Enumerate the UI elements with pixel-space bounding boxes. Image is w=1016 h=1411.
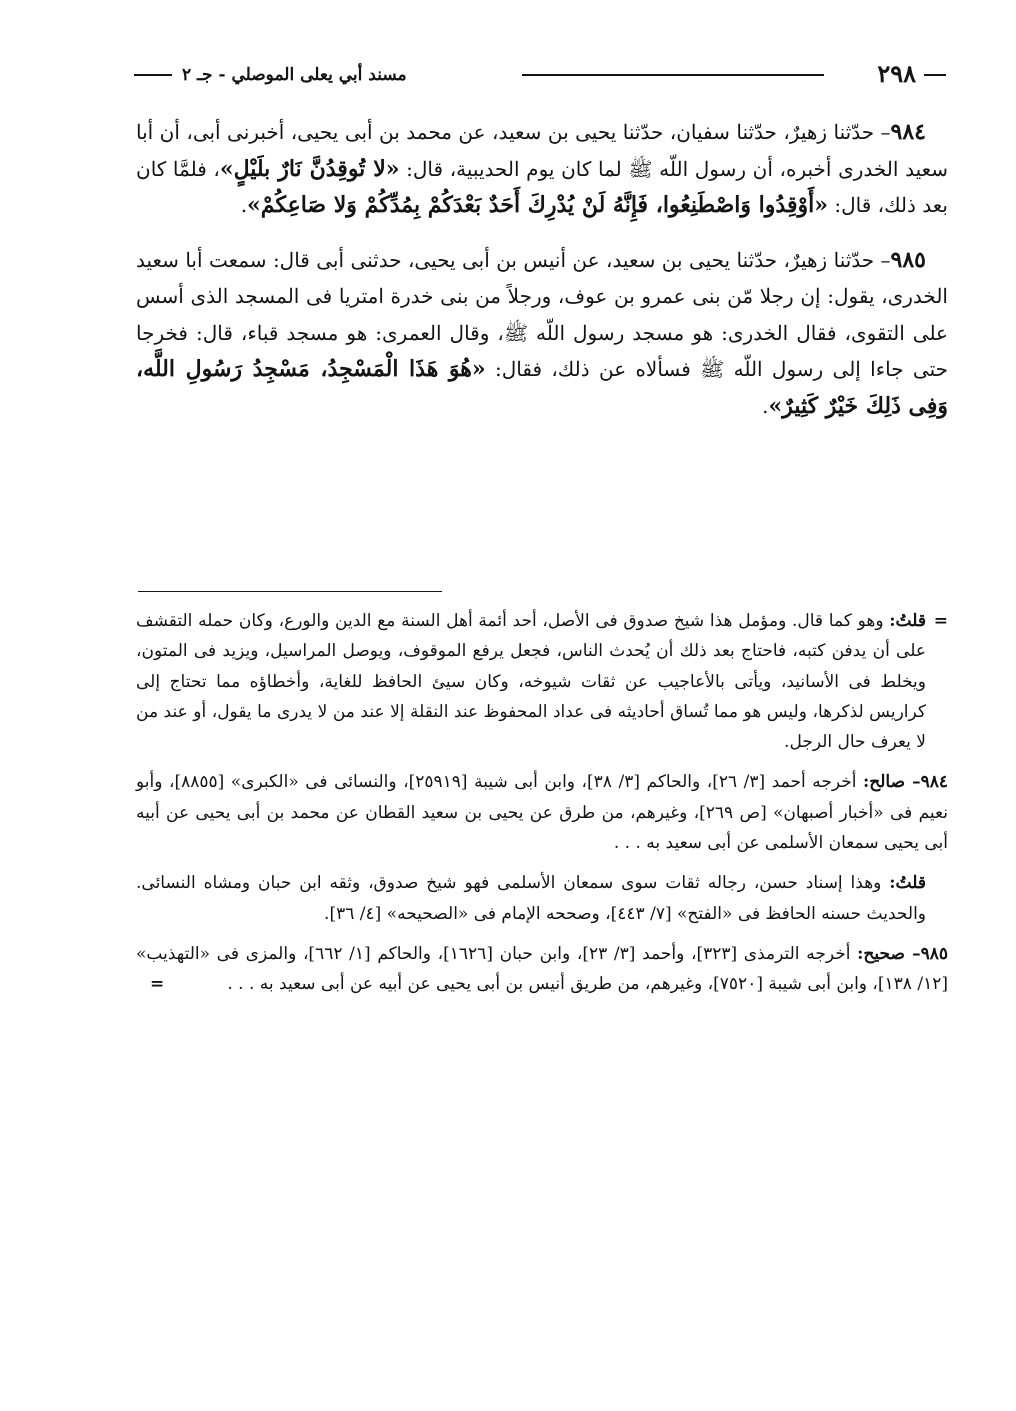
hadith-text-block xyxy=(136,114,948,442)
footnote-984 xyxy=(136,767,948,858)
hadith-end: . xyxy=(240,193,248,217)
prophetic-quote: «لا تُوقِدُنَّ نَارٌ بلَيْلٍ» xyxy=(219,155,400,182)
footnotes-block xyxy=(136,606,948,1010)
note-text: وهذا إسناد حسن، رجاله ثقات سوى سمعان الأسلمى فهو شيخ صدوق، وثقه ابن حبان ومشاه النسائى. والحديث حسنه الحافظ فى «الفتح» [٧/ ٤٤٣]، وصححه الإمام فى «الصحيحه» [٤/ ٣٦]. xyxy=(136,873,926,924)
hadith-body-middle: ، فلمَّا كان بعد ذلك، قال: xyxy=(136,156,948,217)
footnote-text: أخرجه الترمذى [٣٢٣]، وأحمد [٣/ ٢٣]، وابن حبان [١٦٢٦]، والحاكم [١/ ٦٦٢]، والمزى فى «التهذيب» [١٢/ ١٣٨]، وابن أبى شيبة [٧٥٢٠]، وغيرهم، من طريق أنيس بن أبى يحيى عن أبيه عن أبى سعيد به . . . xyxy=(136,943,948,995)
hadith-body: – حدّثنا زهيرٌ، حدّثنا يحيى بن سعيد، عن أنيس بن أبى يحيى، حدثنى أبى قال: سمعت أبا سعيد الخدرى، يقول: إن رجلا مّن بنى عمرو بن عوف، ورجلاً من بنى خدرة امتريا فى المسجد الذى أسس على التقوى، فقال الخدرى: هو مسجد رسول اللّه ﷺ، وقال العمرى: هو مسجد قباء، قال: فخرجا حتى جاءا إلى رسول اللّه ﷺ فسألاه عن ذلك، فقال: xyxy=(136,247,948,381)
continued-marker: = xyxy=(150,974,165,995)
note-text: وهو كما قال. ومؤمل هذا شيخ صدوق فى الأصل، أحد أئمة أهل السنة مع الدين والورع، وكان حمله التقشف على أن يدفن كتبه، فاحتاج بعد ذلك أن يُحدث الناس، فجعل يرفع الموقوف، ويوصل المراسيل، ويزيد فى المتون، ويخلط فى الأسانيد، ويأتى بالأعاجيب عن ثقات شيوخه، وكان سيئ الحافظ للغاية، وأخطاؤه مما تحتاج إلى كراريس لذكرها، وليس هو مما تُساق أحاديثه فى عداد المحفوظ عند النقلة إلا عند من لا يدرى ما يقول، أو عند من لا يعرف حال الرجل. xyxy=(136,611,926,753)
footnote-separator xyxy=(138,591,442,592)
footnote-985 xyxy=(136,939,948,1000)
footnote-number: ٩٨٥– xyxy=(912,943,948,964)
hadith-number: ٩٨٥ xyxy=(890,246,926,273)
footnote-continuation xyxy=(136,606,948,757)
hadith-grade: صالح: xyxy=(863,772,913,793)
page-number: ٢٩٨ xyxy=(877,59,916,88)
header-rule xyxy=(522,74,824,76)
header-dash-left xyxy=(134,74,172,76)
footnote-number: ٩٨٤– xyxy=(912,772,949,793)
hadith-end: . xyxy=(762,393,769,418)
continuation-marker: = xyxy=(933,611,948,631)
hadith-985 xyxy=(136,242,948,425)
prophetic-quote: «هُوَ هَذَا الْمَسْجِدُ، مَسْجِدُ رَسُولِ اللَّه، وَفِى ذَلِكَ خَيْرٌ كَثِيرٌ» xyxy=(136,356,948,419)
hadith-984 xyxy=(136,114,948,224)
hadith-number: ٩٨٤ xyxy=(890,119,926,145)
running-title: مسند أبي يعلى الموصلي - جـ ٢ xyxy=(182,65,407,85)
prophetic-quote: «أَوْقِدُوا وَاصْطَنِعُوا، فَإِنَّهُ لَنْ يُدْرِكَ أَحَدٌ بَعْدَكُمْ بِمُدِّكُمْ وَلا صَاعِكُمْ» xyxy=(247,192,828,218)
note-label: قلتُ: xyxy=(889,873,926,894)
footnote-text: أخرجه أحمد [٣/ ٢٦]، والحاكم [٣/ ٣٨]، وابن أبى شيبة [٢٥٩١٩]، والنسائى فى «الكبرى» [٨٨٥٥]، وأبو نعيم فى «أخبار أصبهان» [ص ٢٦٩]، وغيرهم، من طرق عن يحيى بن سعيد القطان عن محمد بن أبى يحيى عن أبيه أبى يحيى سمعان الأسلمى عن أبى سعيد به . . . xyxy=(136,772,948,854)
hadith-grade: صحيح: xyxy=(857,943,913,964)
hadith-body: – حدّثنا زهيرٌ، حدّثنا سفيان، حدّثنا يحيى بن سعيد، عن محمد بن أبى يحيى، أخبرنى أبى، أن أبا سعيد الخدرى أخبره، أن رسول اللّه ﷺ لما كان يوم الحديبية، قال: xyxy=(136,120,949,181)
header-dash-right xyxy=(924,74,946,76)
footnote-984-comment xyxy=(136,868,948,929)
note-label: قلتُ: xyxy=(889,611,926,631)
running-header xyxy=(134,50,946,106)
